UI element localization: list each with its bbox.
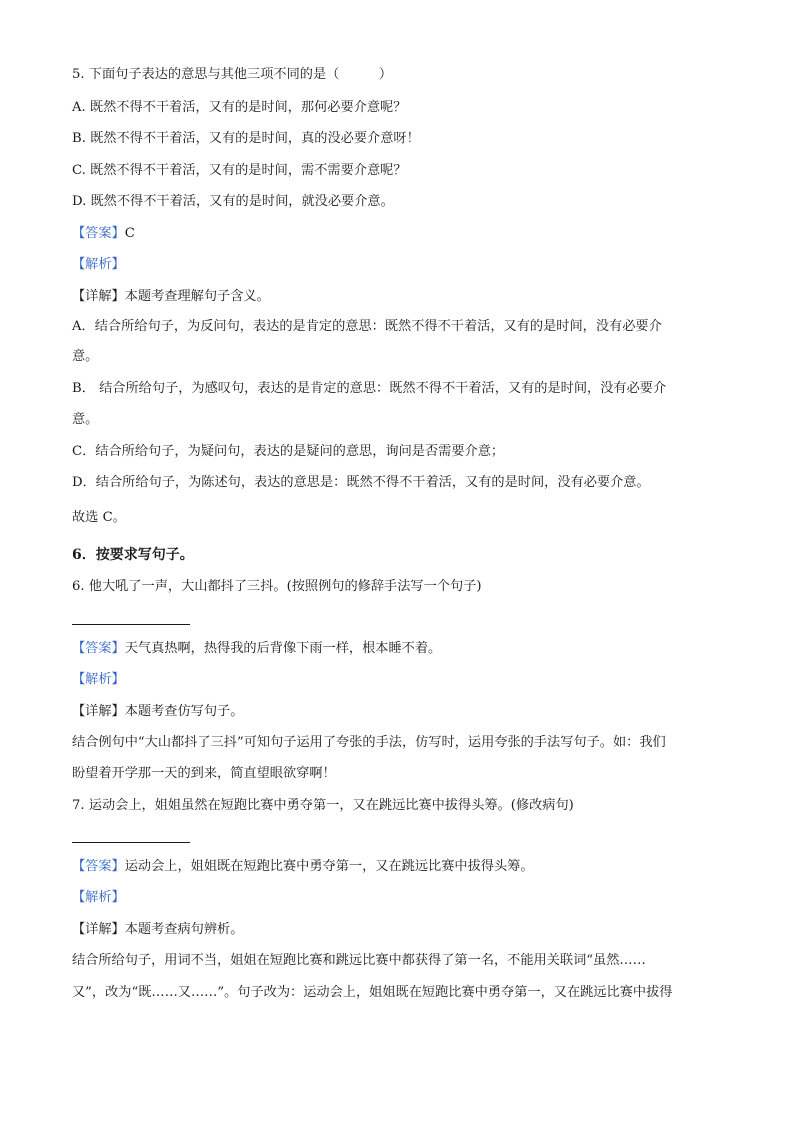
q5-option-d: D. 既然不得不干着活，又有的是时间，就没必要介意。	[72, 194, 394, 209]
q7-answer	[72, 858, 534, 876]
q5-answer	[72, 225, 135, 243]
answer-tag: 【答案】	[72, 226, 125, 241]
q6-answer	[72, 640, 441, 658]
q7-analysis-tag: 【解析】	[72, 890, 125, 905]
q6-explain-line: 结合例句中“大山都抖了三抖”可知句子运用了夸张的手法，仿写时，运用夸张的手法写句子。如：我们	[72, 735, 666, 750]
q7-detail	[72, 921, 243, 939]
detail-text: 本题考查病句辨析。	[124, 922, 244, 937]
q5-explain-line: 意。	[72, 412, 99, 427]
q6-explain-line: 盼望着开学那一天的到来，简直望眼欲穿啊！	[72, 766, 336, 781]
answer-tag: 【答案】	[72, 859, 125, 874]
answer-tag: 【答案】	[72, 641, 125, 656]
q5-option-a: A. 既然不得不干着活，又有的是时间，那何必要介意呢？	[72, 100, 407, 115]
q6-detail	[72, 703, 243, 721]
q6-analysis-tag: 【解析】	[72, 672, 125, 687]
q5-explain-line: C．结合所给句子，为疑问句，表达的是疑问的意思，询问是否需要介意；	[72, 444, 505, 459]
detail-tag: 【详解】	[72, 922, 125, 937]
q7-explain-line: 又”，改为“既……又……”。句子改为：运动会上，姐姐既在短跑比赛中勇夺第一，又在跳远比赛中拔得	[72, 985, 673, 1000]
q5-explain-line: D．结合所给句子，为陈述句，表达的意思是：既然不得不干着活，又有的是时间，没有必要介意。	[72, 475, 650, 490]
q7-explain-line: 结合所给句子，用词不当，姐姐在短跑比赛和跳远比赛中都获得了第一名，不能用关联词“虽然……	[72, 953, 646, 968]
q5-stem: 5. 下面句子表达的意思与其他三项不同的是（ ）	[72, 67, 393, 82]
answer-text: 运动会上，姐姐既在短跑比赛中勇夺第一，又在跳远比赛中拔得头筹。	[124, 859, 534, 874]
detail-tag: 【详解】	[72, 289, 125, 304]
q5-explain-line: A．结合所给句子，为反问句，表达的是肯定的意思：既然不得不干着活，又有的是时间，没有必要介	[72, 319, 662, 334]
section-heading: 6．按要求写句子。	[72, 547, 194, 563]
answer-blank-line	[72, 624, 190, 625]
q5-explain-line: B． 结合所给句子，为感叹句，表达的是肯定的意思：既然不得不干着活，又有的是时间，没有必要介	[72, 381, 667, 396]
q5-explain-line: 意。	[72, 349, 99, 364]
detail-text: 本题考查理解句子含义。	[124, 289, 270, 304]
q5-analysis-tag: 【解析】	[72, 257, 125, 272]
detail-tag: 【详解】	[72, 704, 125, 719]
q5-option-b: B. 既然不得不干着活，又有的是时间，真的没必要介意呀！	[72, 131, 420, 146]
q5-conclusion: 故选 C。	[72, 510, 126, 525]
answer-text: C	[124, 226, 135, 241]
q5-option-c: C. 既然不得不干着活，又有的是时间，需不需要介意呢？	[72, 163, 407, 178]
answer-blank-line	[72, 842, 190, 843]
answer-text: 天气真热啊，热得我的后背像下雨一样，根本睡不着。	[124, 641, 442, 656]
detail-text: 本题考查仿写句子。	[124, 704, 244, 719]
q7-stem: 7. 运动会上，姐姐虽然在短跑比赛中勇夺第一，又在跳远比赛中拔得头筹。(修改病句)	[72, 798, 574, 813]
q5-detail	[72, 288, 270, 306]
q6-stem: 6. 他大吼了一声，大山都抖了三抖。(按照例句的修辞手法写一个句子)	[72, 579, 482, 594]
